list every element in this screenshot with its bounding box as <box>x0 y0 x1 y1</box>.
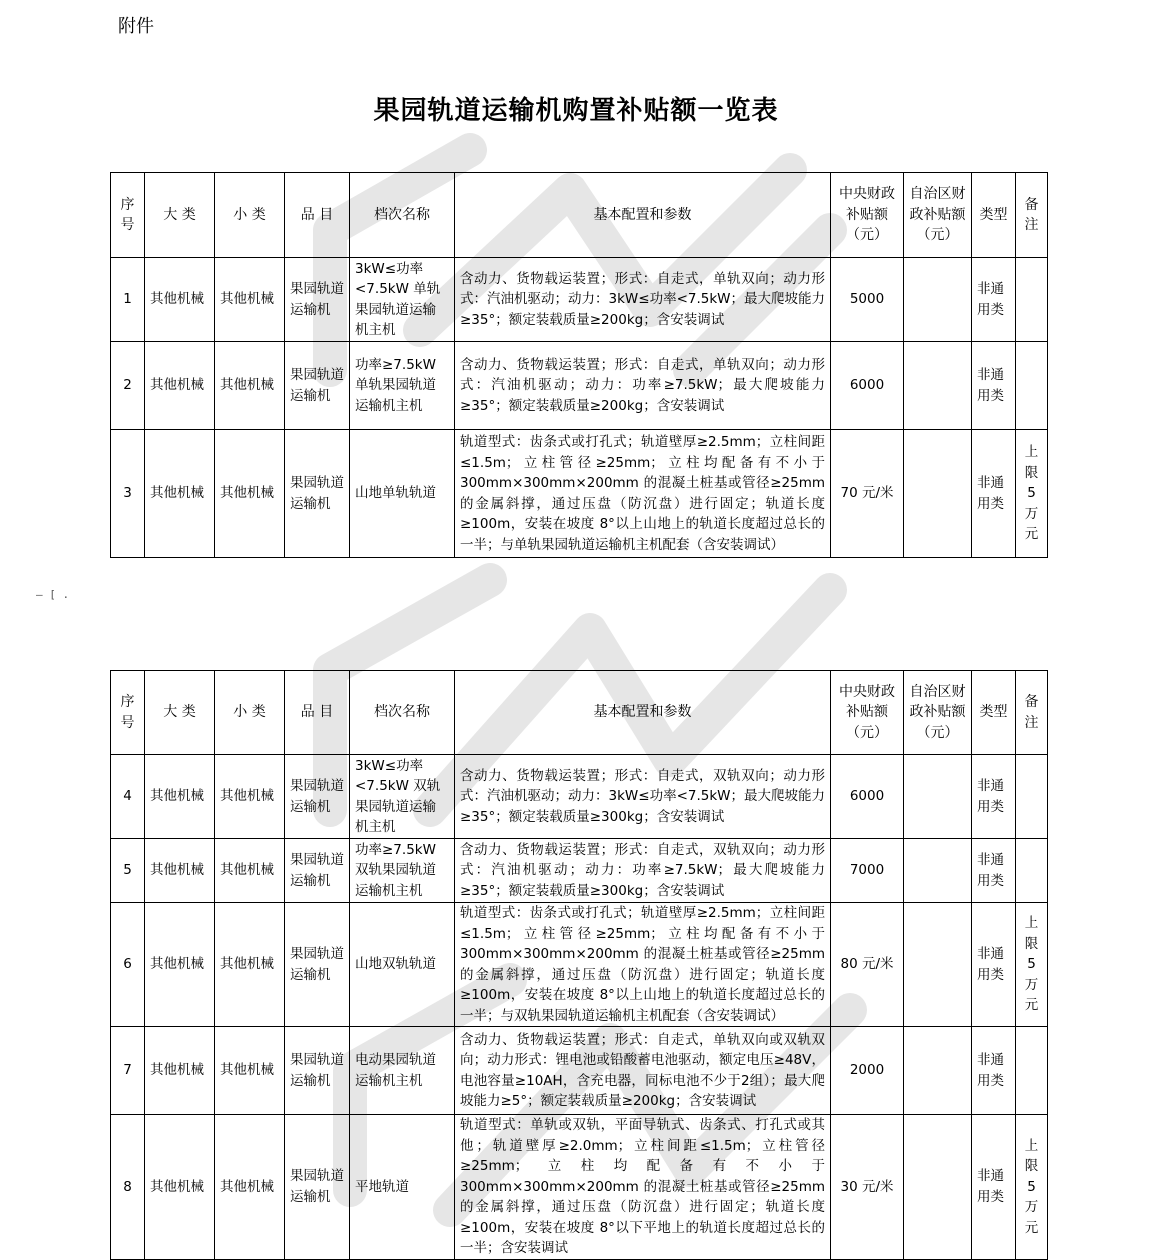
header-subcategory: 小 类 <box>215 173 285 258</box>
cell-params: 轨道型式：齿条式或打孔式；轨道壁厚≥2.5mm；立柱间距≤1.5m；立柱管径≥25mm；立柱均配备有不小于 300mm×300mm×200mm 的混凝土桩基或管径≥25mm 的金属斜撑，通过压盘（防沉盘）进行固定；轨道长度≥100m，安装在坡度 8°以上山地上的轨道长度超过总长的一半；与单轨果园轨道运输机主机配套（含安装调试） <box>455 430 831 558</box>
header-type: 类型 <box>972 671 1016 755</box>
cell-grade: 3kW≤功率<7.5kW 单轨果园轨道运输机主机 <box>350 258 455 342</box>
cell-item: 果园轨道运输机 <box>285 1115 350 1260</box>
cell-category: 其他机械 <box>145 1027 215 1115</box>
cell-category: 其他机械 <box>145 839 215 903</box>
header-regional-subsidy: 自治区财政补贴额（元） <box>904 173 972 258</box>
table-row <box>111 1115 1048 1260</box>
cell-note: 上限5万元 <box>1016 903 1048 1027</box>
cell-central-subsidy: 6000 <box>831 342 904 430</box>
cell-category: 其他机械 <box>145 755 215 839</box>
cell-no: 5 <box>111 839 145 903</box>
table-row <box>111 1027 1048 1115</box>
cell-category: 其他机械 <box>145 430 215 558</box>
cell-no: 4 <box>111 755 145 839</box>
cell-type: 非通用类 <box>972 1115 1016 1260</box>
cell-type: 非通用类 <box>972 903 1016 1027</box>
header-grade: 档次名称 <box>350 671 455 755</box>
cell-regional-subsidy <box>904 1027 972 1115</box>
cell-note <box>1016 1027 1048 1115</box>
header-note: 备注 <box>1016 173 1048 258</box>
cell-central-subsidy: 80 元/米 <box>831 903 904 1027</box>
cell-subcategory: 其他机械 <box>215 430 285 558</box>
cell-subcategory: 其他机械 <box>215 1115 285 1260</box>
cell-params: 含动力、货物载运装置；形式：自走式，双轨双向；动力形式：汽油机驱动；动力：功率≥7.5kW；最大爬坡能力≥35°；额定装载质量≥300kg；含安装调试 <box>455 839 831 903</box>
margin-mark: — [ . <box>36 588 70 601</box>
cell-regional-subsidy <box>904 1115 972 1260</box>
cell-central-subsidy: 2000 <box>831 1027 904 1115</box>
header-grade: 档次名称 <box>350 173 455 258</box>
cell-category: 其他机械 <box>145 1115 215 1260</box>
cell-subcategory: 其他机械 <box>215 755 285 839</box>
cell-no: 7 <box>111 1027 145 1115</box>
header-no: 序号 <box>111 173 145 258</box>
table-row <box>111 430 1048 558</box>
cell-regional-subsidy <box>904 258 972 342</box>
cell-params: 轨道型式：齿条式或打孔式；轨道壁厚≥2.5mm；立柱间距≤1.5m；立柱管径≥25mm；立柱均配备有不小于 300mm×300mm×200mm 的混凝土桩基或管径≥25mm 的金属斜撑，通过压盘（防沉盘）进行固定；轨道长度≥100m，安装在坡度 8°以上山地上的轨道长度超过总长的一半；与双轨果园轨道运输机主机配套（含安装调试） <box>455 903 831 1027</box>
cell-params: 含动力、货物载运装置；形式：自走式，双轨双向；动力形式：汽油机驱动；动力：3kW≤功率<7.5kW；最大爬坡能力≥35°；额定装载质量≥300kg；含安装调试 <box>455 755 831 839</box>
cell-item: 果园轨道运输机 <box>285 903 350 1027</box>
table-row <box>111 755 1048 839</box>
cell-category: 其他机械 <box>145 903 215 1027</box>
cell-params: 含动力、货物载运装置；形式：自走式，单轨双向；动力形式：汽油机驱动；动力：3kW≤功率<7.5kW；最大爬坡能力≥35°；额定装载质量≥200kg；含安装调试 <box>455 258 831 342</box>
cell-central-subsidy: 7000 <box>831 839 904 903</box>
cell-item: 果园轨道运输机 <box>285 839 350 903</box>
table-row <box>111 903 1048 1027</box>
cell-note <box>1016 258 1048 342</box>
subsidy-table-part2 <box>110 670 1048 1260</box>
header-item: 品 目 <box>285 671 350 755</box>
cell-regional-subsidy <box>904 839 972 903</box>
cell-subcategory: 其他机械 <box>215 903 285 1027</box>
header-central-subsidy: 中央财政补贴额（元） <box>831 671 904 755</box>
header-row <box>111 671 1048 755</box>
table-row <box>111 839 1048 903</box>
cell-no: 8 <box>111 1115 145 1260</box>
cell-grade: 功率≥7.5kW 双轨果园轨道运输机主机 <box>350 839 455 903</box>
header-params: 基本配置和参数 <box>455 671 831 755</box>
cell-grade: 电动果园轨道运输机主机 <box>350 1027 455 1115</box>
cell-regional-subsidy <box>904 430 972 558</box>
cell-regional-subsidy <box>904 903 972 1027</box>
cell-no: 1 <box>111 258 145 342</box>
cell-regional-subsidy <box>904 755 972 839</box>
cell-no: 2 <box>111 342 145 430</box>
cell-grade: 3kW≤功率<7.5kW 双轨果园轨道运输机主机 <box>350 755 455 839</box>
cell-type: 非通用类 <box>972 839 1016 903</box>
header-item: 品 目 <box>285 173 350 258</box>
header-params: 基本配置和参数 <box>455 173 831 258</box>
attachment-label: 附件 <box>118 16 154 37</box>
cell-grade: 山地单轨轨道 <box>350 430 455 558</box>
cell-type: 非通用类 <box>972 342 1016 430</box>
cell-type: 非通用类 <box>972 258 1016 342</box>
cell-type: 非通用类 <box>972 430 1016 558</box>
cell-params: 轨道型式：单轨或双轨，平面导轨式、齿条式、打孔式或其他；轨道壁厚≥2.0mm；立柱间距≤1.5m；立柱管径≥25mm；立柱均配备有不小于 300mm×300mm×200mm 的混凝土桩基或管径≥25mm 的金属斜撑，通过压盘（防沉盘）进行固定；轨道长度≥100m，安装在坡度 8°以下平地上的轨道长度超过总长的一半；含安装调试 <box>455 1115 831 1260</box>
cell-central-subsidy: 6000 <box>831 755 904 839</box>
cell-params: 含动力、货物载运装置；形式：自走式，单轨双向；动力形式：汽油机驱动；动力：功率≥7.5kW；最大爬坡能力≥35°；额定装载质量≥200kg；含安装调试 <box>455 342 831 430</box>
header-category: 大 类 <box>145 671 215 755</box>
cell-item: 果园轨道运输机 <box>285 755 350 839</box>
cell-item: 果园轨道运输机 <box>285 1027 350 1115</box>
cell-item: 果园轨道运输机 <box>285 258 350 342</box>
cell-central-subsidy: 30 元/米 <box>831 1115 904 1260</box>
cell-regional-subsidy <box>904 342 972 430</box>
cell-no: 6 <box>111 903 145 1027</box>
cell-grade: 山地双轨轨道 <box>350 903 455 1027</box>
cell-grade: 功率≥7.5kW 单轨果园轨道运输机主机 <box>350 342 455 430</box>
cell-note <box>1016 839 1048 903</box>
cell-type: 非通用类 <box>972 1027 1016 1115</box>
subsidy-table-part1 <box>110 172 1048 558</box>
header-row <box>111 173 1048 258</box>
header-central-subsidy: 中央财政补贴额（元） <box>831 173 904 258</box>
header-regional-subsidy: 自治区财政补贴额（元） <box>904 671 972 755</box>
header-note: 备注 <box>1016 671 1048 755</box>
cell-no: 3 <box>111 430 145 558</box>
cell-subcategory: 其他机械 <box>215 1027 285 1115</box>
cell-params: 含动力、货物载运装置；形式：自走式，单轨双向或双轨双向；动力形式：锂电池或铅酸蓄电池驱动，额定电压≥48V，电池容量≥10AH，含充电器，同标电池不少于2组）；最大爬坡能力≥5°；额定装载质量≥200kg；含安装调试 <box>455 1027 831 1115</box>
cell-note: 上限5万元 <box>1016 1115 1048 1260</box>
cell-note <box>1016 342 1048 430</box>
cell-category: 其他机械 <box>145 258 215 342</box>
cell-subcategory: 其他机械 <box>215 342 285 430</box>
cell-item: 果园轨道运输机 <box>285 430 350 558</box>
cell-category: 其他机械 <box>145 342 215 430</box>
header-category: 大 类 <box>145 173 215 258</box>
header-no: 序号 <box>111 671 145 755</box>
cell-subcategory: 其他机械 <box>215 258 285 342</box>
table-row <box>111 342 1048 430</box>
cell-central-subsidy: 5000 <box>831 258 904 342</box>
cell-subcategory: 其他机械 <box>215 839 285 903</box>
cell-note: 上限5万元 <box>1016 430 1048 558</box>
document-title: 果园轨道运输机购置补贴额一览表 <box>373 96 779 126</box>
cell-note <box>1016 755 1048 839</box>
header-subcategory: 小 类 <box>215 671 285 755</box>
cell-grade: 平地轨道 <box>350 1115 455 1260</box>
cell-type: 非通用类 <box>972 755 1016 839</box>
cell-item: 果园轨道运输机 <box>285 342 350 430</box>
table-row <box>111 258 1048 342</box>
cell-central-subsidy: 70 元/米 <box>831 430 904 558</box>
header-type: 类型 <box>972 173 1016 258</box>
